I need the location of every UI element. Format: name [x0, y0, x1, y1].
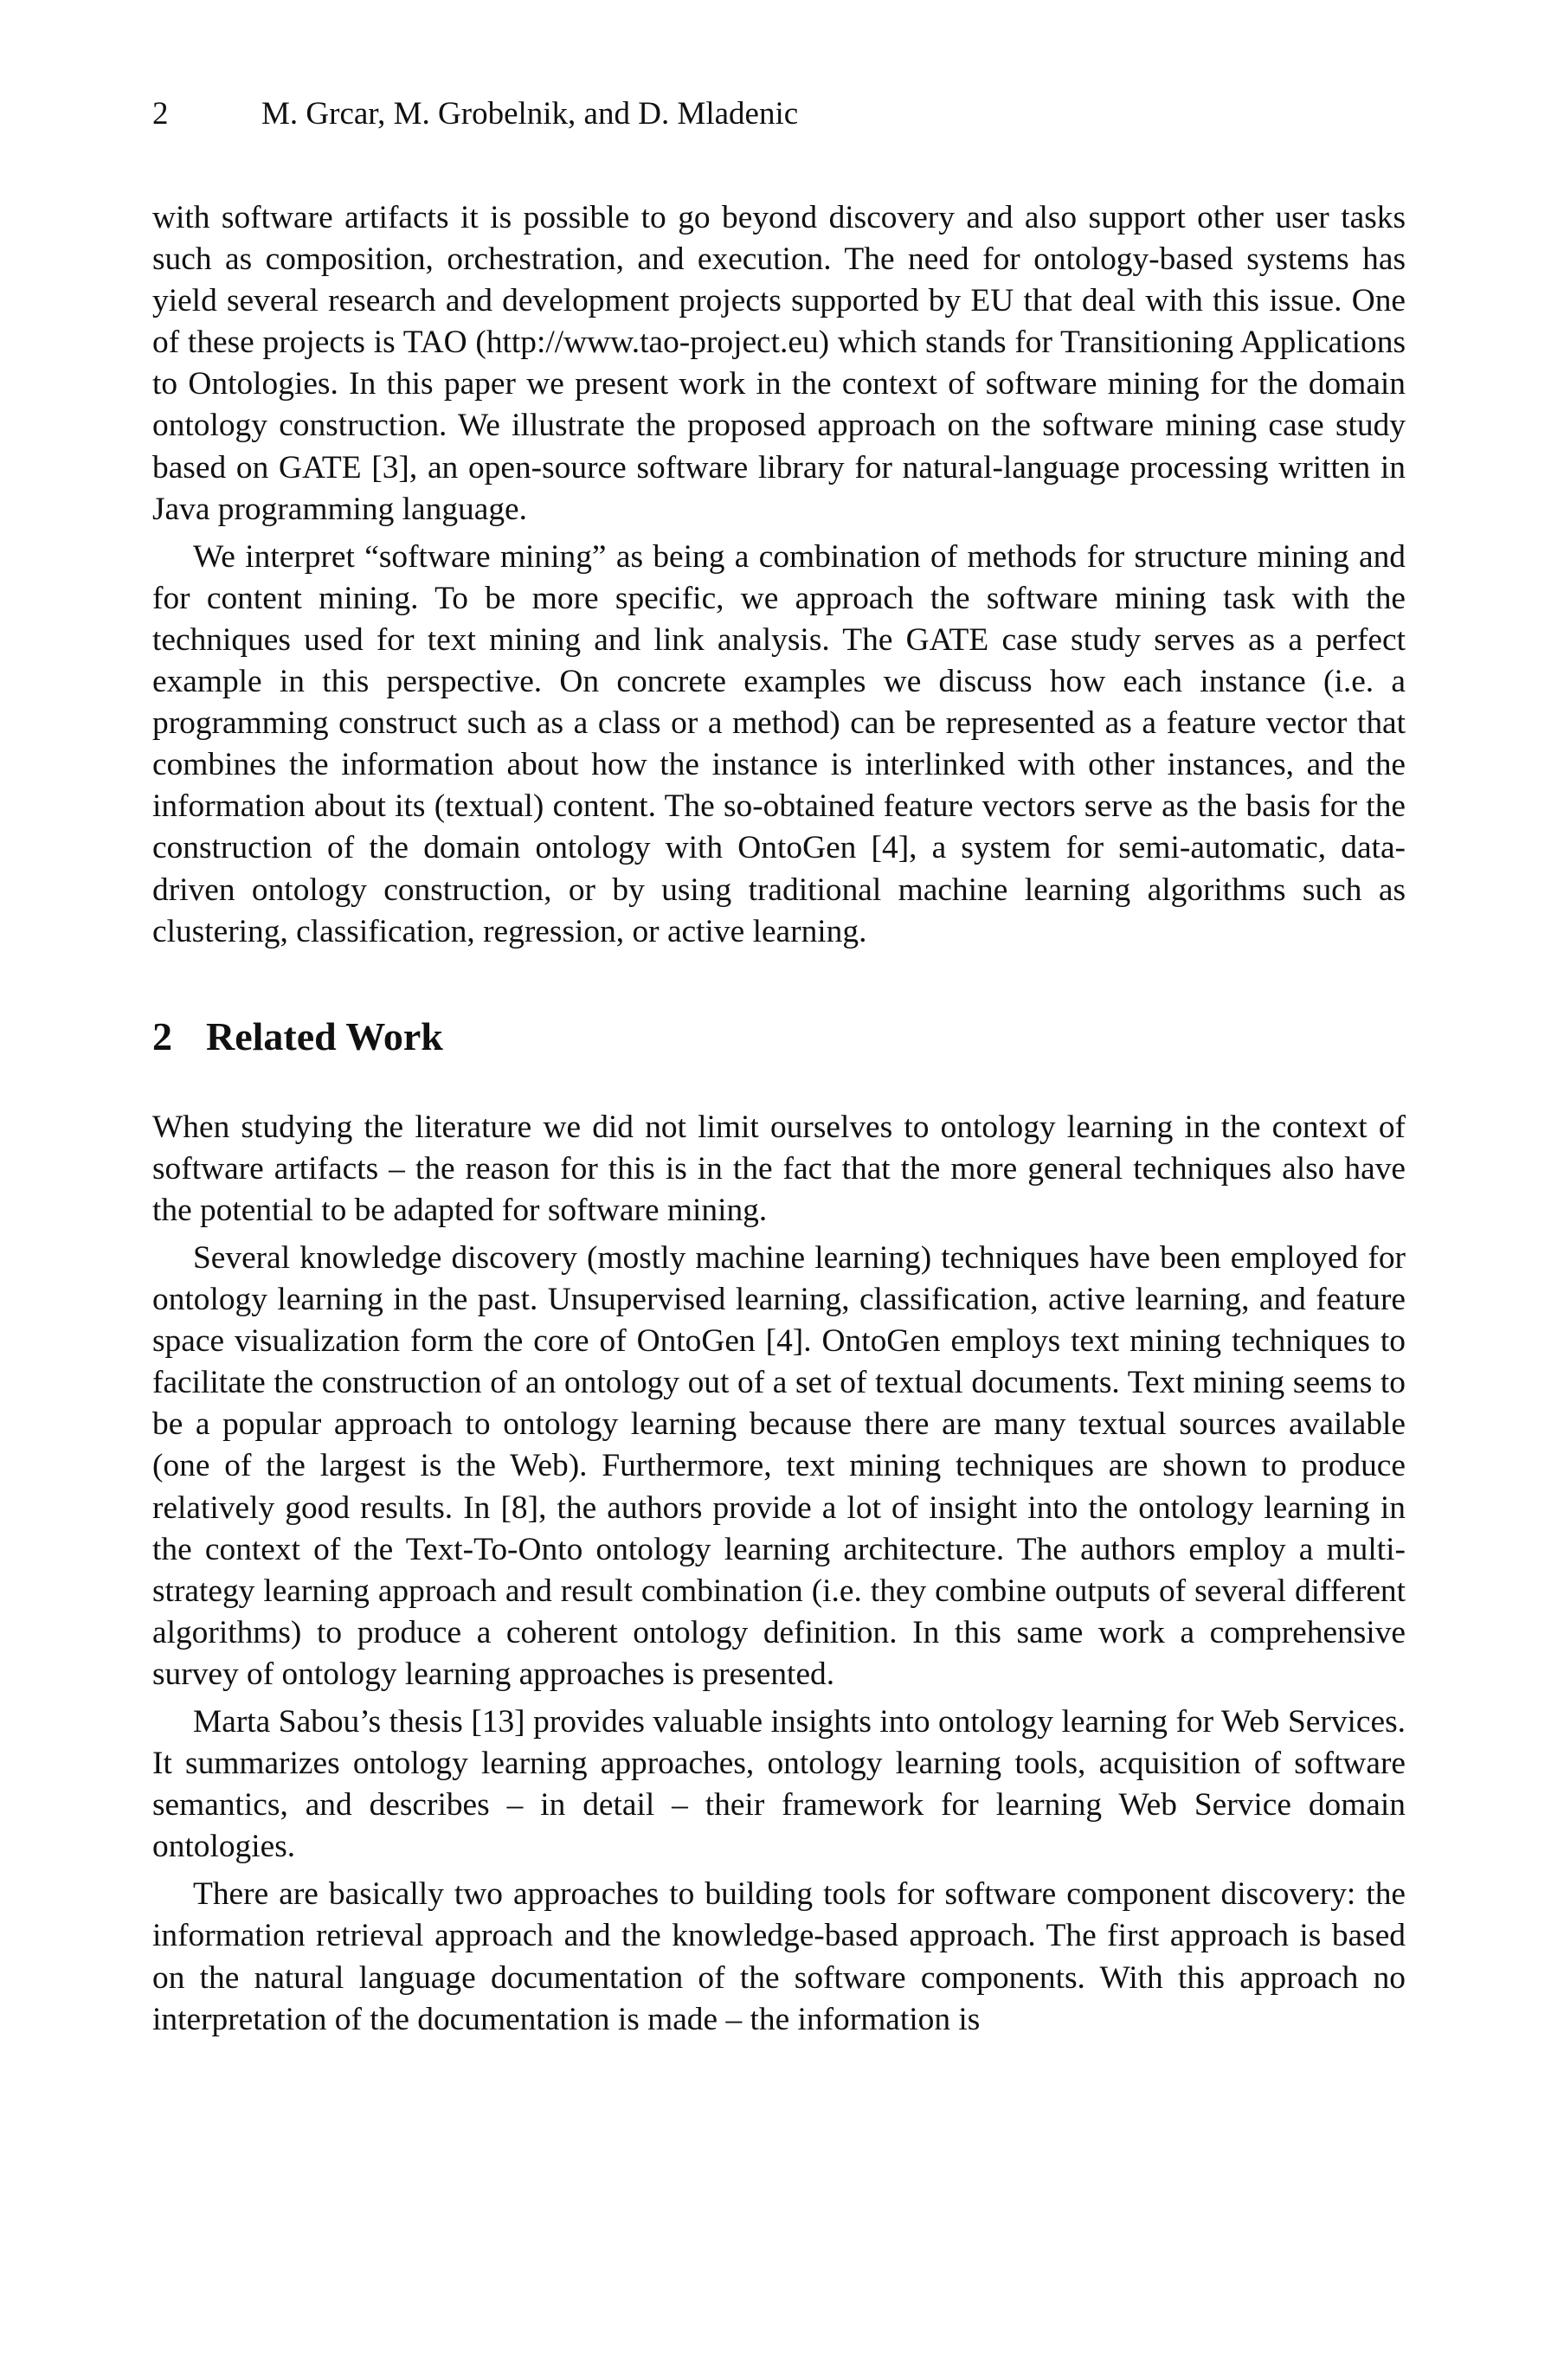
- section-number: 2: [152, 1013, 172, 1058]
- intro-paragraph-1: with software artifacts it is possible to go beyond discovery and also support other user tasks such as composition, orchestration, and execution. The need for ontology-based systems has yield several research and development projects supported by EU that deal with this issue. One of these projects is TAO (http://www.tao-project.eu) which stands for Transitioning Applications to Ontologies. In this paper we present work in the context of software mining for the domain ontology construction. We illustrate the proposed approach on the software mining case study based on GATE [3], an open-source software library for natural-language processing written in Java programming language.: [152, 200, 1406, 527]
- section-title: Related Work: [206, 1013, 443, 1058]
- intro-paragraph-2: We interpret “software mining” as being a combination of methods for structure mining and for content mining. To be more specific, we approach the software mining task with the techniques used for text mining and link analysis. The GATE case study serves as a perfect example in this perspective. On concrete examples we discuss how each instance (i.e. a programming construct such as a class or a method) can be represented as a feature vector that combines the information about how the instance is interlinked with other instances, and the information about its (textual) content. The so-obtained feature vectors serve as the basis for the construction of the domain ontology with OntoGen [4], a system for semi-automatic, data-driven ontology construction, or by using traditional machine learning algorithms such as clustering, classification, regression, or active learning.: [152, 538, 1406, 949]
- page-number: 2: [152, 96, 169, 132]
- section-heading: [152, 1013, 1406, 1060]
- running-head: [152, 93, 798, 135]
- body-text: [152, 197, 1406, 2041]
- related-paragraph-2: Several knowledge discovery (mostly machine learning) techniques have been employed for ontology learning in the past. Unsupervised learning, classification, active learning, and feature space visualization form the core of OntoGen [4]. OntoGen employs text mining techniques to facilitate the construction of an ontology out of a set of textual documents. Text mining seems to be a popular approach to ontology learning because there are many textual sources available (one of the largest is the Web). Furthermore, text mining techniques are shown to produce relatively good results. In [8], the authors provide a lot of insight into the ontology learning in the context of the Text-To-Onto ontology learning architecture. The authors employ a multi-strategy learning approach and result combination (i.e. they combine outputs of several different algorithms) to produce a coherent ontology definition. In this same work a comprehensive survey of ontology learning approaches is presented.: [152, 1239, 1406, 1692]
- running-head-authors: M. Grcar, M. Grobelnik, and D. Mladenic: [261, 96, 799, 132]
- related-paragraph-3: Marta Sabou’s thesis [13] provides valuable insights into ontology learning for Web Services. It summarizes ontology learning approaches, ontology learning tools, acquisition of software semantics, and describes – in detail – their framework for learning Web Service domain ontologies.: [152, 1704, 1406, 1865]
- related-paragraph-1: When studying the literature we did not limit ourselves to ontology learning in the context of software artifacts – the reason for this is in the fact that the more general techniques also have the potential to be adapted for software mining.: [152, 1109, 1406, 1228]
- related-paragraph-4: There are basically two approaches to building tools for software component discovery: the information retrieval approach and the knowledge-based approach. The first approach is based on the natural language documentation of the software components. With this approach no interpretation of the documentation is made – the information is: [152, 1876, 1406, 2037]
